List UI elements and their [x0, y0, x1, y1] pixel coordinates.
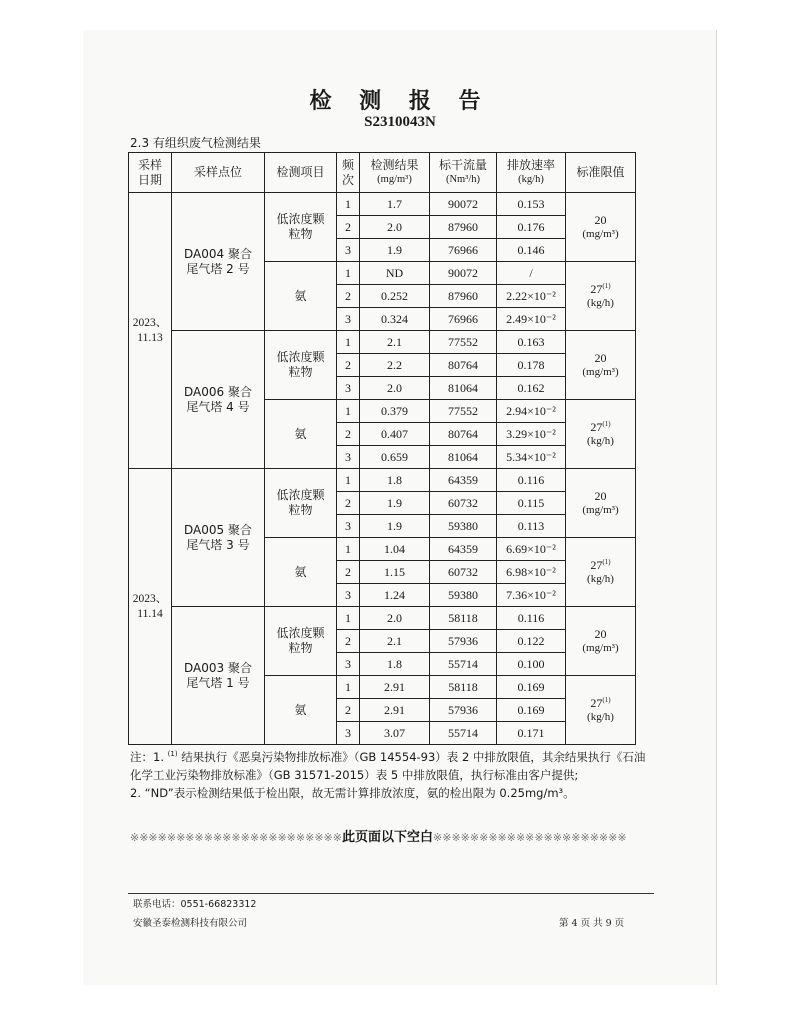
result-cell: 1.8 [360, 653, 430, 676]
frequency-cell: 2 [337, 630, 360, 653]
flow-cell: 90072 [430, 262, 497, 285]
limit-value [566, 351, 635, 366]
limit-number: 27 [590, 695, 603, 710]
limit-value [566, 282, 635, 297]
flow-cell: 60732 [430, 492, 497, 515]
note-1-prefix: 注：1. [130, 749, 168, 764]
limit-unit: (kg/h) [587, 434, 614, 447]
result-cell: 0.252 [360, 285, 430, 308]
limit-footnote-mark: (1) [602, 695, 611, 704]
sampling-point: DA003 聚合 尾气塔 1 号 [172, 607, 265, 745]
standard-limit [566, 538, 636, 607]
rate-cell: / [497, 262, 566, 285]
frequency-cell: 1 [337, 676, 360, 699]
limit-unit: (kg/h) [587, 572, 614, 585]
header-flow-label: 标干流量 [438, 158, 487, 173]
header-date: 采样 日期 [129, 153, 172, 193]
limit-number: 20 [594, 350, 607, 365]
sampling-date: 2023、 11.14 [129, 469, 172, 745]
report-title: 检 测 报 告 [309, 89, 491, 114]
flow-cell: 77552 [430, 331, 497, 354]
result-cell: 0.407 [360, 423, 430, 446]
flow-cell: 64359 [430, 469, 497, 492]
test-item: 氨 [265, 262, 337, 331]
limit-unit: (mg/m³) [582, 641, 619, 654]
flow-cell: 55714 [430, 653, 497, 676]
header-rate [497, 153, 566, 193]
standard-limit [566, 262, 636, 331]
rate-cell: 2.22×10⁻² [497, 285, 566, 308]
flow-cell: 55714 [430, 722, 497, 745]
frequency-cell: 2 [337, 216, 360, 239]
footer-phone: 联系电话：0551-66823312 [133, 899, 257, 910]
header-result [360, 153, 430, 193]
flow-cell: 60732 [430, 561, 497, 584]
result-cell: 2.1 [360, 630, 430, 653]
result-cell: 1.8 [360, 469, 430, 492]
note-2: 2. “ND”表示检测结果低于检出限，故无需计算排放浓度，氨的检出限为 0.25mg/m³。 [130, 785, 575, 800]
flow-cell: 76966 [430, 308, 497, 331]
result-cell: 0.324 [360, 308, 430, 331]
frequency-cell: 2 [337, 561, 360, 584]
rate-cell: 6.98×10⁻² [497, 561, 566, 584]
footer-company: 安徽圣泰检测科技有限公司 [133, 918, 248, 929]
sampling-point: DA005 聚合 尾气塔 3 号 [172, 469, 265, 607]
flow-cell: 57936 [430, 630, 497, 653]
rate-cell: 0.100 [497, 653, 566, 676]
frequency-cell: 3 [337, 377, 360, 400]
frequency-cell: 2 [337, 354, 360, 377]
rate-cell: 0.122 [497, 630, 566, 653]
flow-cell: 59380 [430, 584, 497, 607]
note-1 [130, 745, 650, 784]
result-cell: 1.9 [360, 515, 430, 538]
frequency-cell: 2 [337, 285, 360, 308]
frequency-cell: 2 [337, 699, 360, 722]
flow-cell: 81064 [430, 446, 497, 469]
rate-cell: 0.115 [497, 492, 566, 515]
result-cell: 1.9 [360, 239, 430, 262]
rate-cell: 0.116 [497, 607, 566, 630]
rate-cell: 0.153 [497, 193, 566, 216]
table-row [129, 607, 636, 630]
frequency-cell: 3 [337, 584, 360, 607]
limit-footnote-mark: (1) [602, 557, 611, 566]
header-flow [430, 153, 497, 193]
rate-cell: 0.176 [497, 216, 566, 239]
rate-cell: 0.146 [497, 239, 566, 262]
rate-cell: 6.69×10⁻² [497, 538, 566, 561]
frequency-cell: 1 [337, 262, 360, 285]
rate-cell: 0.171 [497, 722, 566, 745]
flow-cell: 87960 [430, 216, 497, 239]
flow-cell: 87960 [430, 285, 497, 308]
test-item: 氨 [265, 400, 337, 469]
result-cell: 0.659 [360, 446, 430, 469]
frequency-cell: 1 [337, 469, 360, 492]
limit-value [566, 558, 635, 573]
flow-cell: 58118 [430, 607, 497, 630]
note-1-superscript: (1) [167, 750, 178, 758]
table-row [129, 331, 636, 354]
result-cell: 2.0 [360, 377, 430, 400]
stars-right: ※※※※※※※※※※※※※※※※※※※※※ [433, 831, 627, 844]
flow-cell: 81064 [430, 377, 497, 400]
flow-cell: 58118 [430, 676, 497, 699]
limit-value [566, 420, 635, 435]
test-item: 低浓度颗 粒物 [265, 607, 337, 676]
flow-cell: 57936 [430, 699, 497, 722]
limit-number: 27 [590, 281, 603, 296]
header-rate-unit: (kg/h) [518, 174, 544, 186]
flow-cell: 59380 [430, 515, 497, 538]
limit-unit: (mg/m³) [582, 503, 619, 516]
blank-page-text: 此页面以下空白 [342, 830, 434, 845]
result-cell: 1.15 [360, 561, 430, 584]
frequency-cell: 2 [337, 423, 360, 446]
sampling-date: 2023、 11.13 [129, 193, 172, 469]
standard-limit [566, 193, 636, 262]
frequency-cell: 1 [337, 538, 360, 561]
limit-footnote-mark: (1) [602, 419, 611, 428]
report-number: S2310043N [364, 114, 436, 130]
limit-value [566, 213, 635, 228]
standard-limit [566, 676, 636, 745]
flow-cell: 76966 [430, 239, 497, 262]
test-item: 低浓度颗 粒物 [265, 193, 337, 262]
limit-number: 27 [590, 419, 603, 434]
limit-unit: (mg/m³) [582, 227, 619, 240]
result-cell: 1.9 [360, 492, 430, 515]
sampling-point: DA004 聚合 尾气塔 2 号 [172, 193, 265, 331]
result-cell: 1.04 [360, 538, 430, 561]
flow-cell: 80764 [430, 423, 497, 446]
header-point: 采样点位 [172, 153, 265, 193]
footer-divider [128, 893, 654, 894]
result-cell: 2.0 [360, 607, 430, 630]
frequency-cell: 3 [337, 722, 360, 745]
rate-cell: 0.169 [497, 676, 566, 699]
standard-limit [566, 469, 636, 538]
rate-cell: 2.49×10⁻² [497, 308, 566, 331]
rate-cell: 0.162 [497, 377, 566, 400]
standard-limit [566, 400, 636, 469]
standard-limit [566, 607, 636, 676]
header-result-unit: (mg/m³) [377, 174, 412, 186]
frequency-cell: 1 [337, 400, 360, 423]
flow-cell: 90072 [430, 193, 497, 216]
frequency-cell: 3 [337, 653, 360, 676]
header-flow-unit: (Nm³/h) [445, 174, 481, 186]
table-header-row [129, 153, 636, 193]
result-cell: 1.7 [360, 193, 430, 216]
result-cell: 0.379 [360, 400, 430, 423]
limit-number: 20 [594, 626, 607, 641]
header-limit: 标准限值 [566, 153, 636, 193]
table-body [129, 193, 636, 745]
rate-cell: 0.169 [497, 699, 566, 722]
result-cell: 2.1 [360, 331, 430, 354]
frequency-cell: 2 [337, 492, 360, 515]
notes [130, 745, 650, 802]
frequency-cell: 3 [337, 239, 360, 262]
result-cell: 2.91 [360, 676, 430, 699]
header-result-label: 检测结果 [370, 158, 419, 173]
stars-left: ※※※※※※※※※※※※※※※※※※※※※※※ [130, 831, 342, 844]
test-item: 氨 [265, 676, 337, 745]
frequency-cell: 3 [337, 446, 360, 469]
table-row [129, 469, 636, 492]
rate-cell: 0.113 [497, 515, 566, 538]
rate-cell: 3.29×10⁻² [497, 423, 566, 446]
test-item: 低浓度颗 粒物 [265, 469, 337, 538]
result-cell: 1.24 [360, 584, 430, 607]
standard-limit [566, 331, 636, 400]
frequency-cell: 3 [337, 308, 360, 331]
limit-value [566, 627, 635, 642]
limit-unit: (kg/h) [587, 710, 614, 723]
table-row [129, 193, 636, 216]
test-item: 氨 [265, 538, 337, 607]
frequency-cell: 3 [337, 515, 360, 538]
frequency-cell: 1 [337, 193, 360, 216]
frequency-cell: 1 [337, 607, 360, 630]
section-heading: 2.3 有组织废气检测结果 [130, 136, 261, 150]
header-freq: 频 次 [337, 153, 360, 193]
results-table [128, 152, 636, 745]
result-cell: 3.07 [360, 722, 430, 745]
rate-cell: 0.178 [497, 354, 566, 377]
header-rate-label: 排放速率 [506, 158, 555, 173]
limit-unit: (mg/m³) [582, 365, 619, 378]
flow-cell: 77552 [430, 400, 497, 423]
limit-value [566, 696, 635, 711]
rate-cell: 0.163 [497, 331, 566, 354]
rate-cell: 2.94×10⁻² [497, 400, 566, 423]
limit-number: 20 [594, 488, 607, 503]
sampling-point: DA006 聚合 尾气塔 4 号 [172, 331, 265, 469]
header-item: 检测项目 [265, 153, 337, 193]
rate-cell: 0.116 [497, 469, 566, 492]
flow-cell: 80764 [430, 354, 497, 377]
frequency-cell: 1 [337, 331, 360, 354]
flow-cell: 64359 [430, 538, 497, 561]
limit-number: 20 [594, 212, 607, 227]
result-cell: 2.0 [360, 216, 430, 239]
rate-cell: 7.36×10⁻² [497, 584, 566, 607]
limit-number: 27 [590, 557, 603, 572]
blank-page-marker [130, 826, 650, 845]
note-1-text: 结果执行《恶臭污染物排放标准》（GB 14554-93）表 2 中排放限值，其余结果执行《石油化学工业污染物排放标准》（GB 31571-2015）表 5 中排放限值，执行标准由客户提供; [130, 749, 646, 782]
result-cell: 2.2 [360, 354, 430, 377]
limit-value [566, 489, 635, 504]
rate-cell: 5.34×10⁻² [497, 446, 566, 469]
page-number: 第 4 页 共 9 页 [559, 918, 625, 929]
limit-footnote-mark: (1) [602, 281, 611, 290]
result-cell: 2.91 [360, 699, 430, 722]
limit-unit: (kg/h) [587, 296, 614, 309]
test-item: 低浓度颗 粒物 [265, 331, 337, 400]
result-cell: ND [360, 262, 430, 285]
